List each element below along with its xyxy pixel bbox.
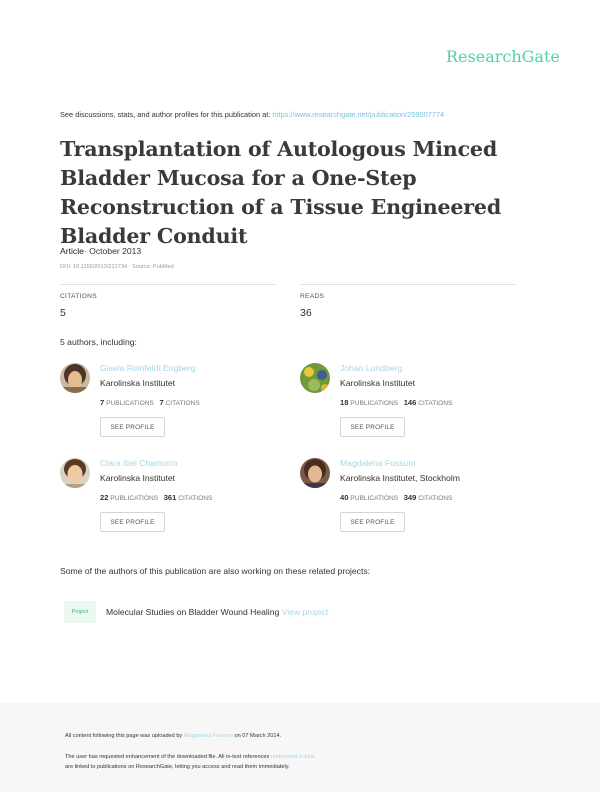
author-card [60,363,300,443]
doi-source: DOI: 10.1155/2013/212734 · Source: PubMed [60,264,174,270]
authors-heading: 5 authors, including: [60,337,137,347]
citations-count: 361 [163,493,177,502]
citations-label: CITATIONS [60,293,97,300]
publication-title: Transplantation of Autologous Minced Bladder Mucosa for a One-Step Reconstruction of a Tissue Engineered Bladder Conduit [60,137,502,248]
author-metrics [100,398,200,407]
article-date: · October 2013 [83,246,142,256]
citations-count: 146 [403,398,417,407]
project-item [106,607,328,617]
related-projects-heading: Some of the authors of this publication are also working on these related projects: [60,566,371,576]
researchgate-logo[interactable]: ResearchGate [446,47,560,66]
publications-label: PUBLICATIONS [350,495,399,502]
reads-value: 36 [300,307,312,319]
uploader-link[interactable]: Magdalena Fossum [183,733,233,739]
footer-notice-line-2: are linked to publications on ResearchGate, letting you access and read them immediately. [65,764,290,770]
project-name: Molecular Studies on Bladder Wound Healing [106,607,280,617]
publications-label: PUBLICATIONS [350,400,399,407]
author-name[interactable]: Magdalena Fossum [340,458,416,468]
author-metrics [100,493,212,502]
author-institution: Karolinska Institutet, Stockholm [340,473,460,483]
avatar[interactable] [300,363,330,393]
reads-label: READS [300,293,325,300]
author-card [300,363,540,443]
avatar[interactable] [60,363,90,393]
author-name[interactable]: Clara Ibel Chamorro [100,458,178,468]
author-metrics [340,493,452,502]
see-profile-button[interactable]: SEE PROFILE [100,417,165,437]
author-institution: Karolinska Institutet [100,378,175,388]
footer-upload-date: on 07 March 2014. [234,733,282,739]
author-institution: Karolinska Institutet [100,473,175,483]
citations-label: CITATIONS [178,495,213,502]
article-type: Article [60,246,84,256]
project-badge: Project [64,601,96,623]
see-profile-button[interactable]: SEE PROFILE [340,512,405,532]
publications-count: 22 [100,493,109,502]
footer-upload-line [65,733,281,739]
citations-count: 349 [403,493,417,502]
citations-stat [60,284,276,319]
author-name[interactable]: Johan Lundberg [340,363,403,373]
author-name[interactable]: Gisela Reinfeldt Engberg [100,363,196,373]
avatar[interactable] [60,458,90,488]
see-profile-button[interactable]: SEE PROFILE [100,512,165,532]
underlined-in-blue-link[interactable]: underlined in blue [270,754,316,760]
author-card [60,458,300,538]
view-project-link[interactable]: View project [281,607,329,617]
citations-count: 7 [159,398,164,407]
author-institution: Karolinska Institutet [340,378,415,388]
publications-count: 18 [340,398,349,407]
publications-count: 40 [340,493,349,502]
footer-notice-line [65,754,315,760]
publication-url-link[interactable]: https://www.researchgate.net/publication/259007774 [272,110,445,119]
see-profile-button[interactable]: SEE PROFILE [340,417,405,437]
author-card [300,458,540,538]
discussions-text: See discussions, stats, and author profiles for this publication at: [60,110,271,119]
footer-upload-text: All content following this page was uploaded by [65,733,183,739]
publications-label: PUBLICATIONS [110,495,159,502]
publications-count: 7 [100,398,105,407]
author-metrics [340,398,452,407]
article-type-line [60,246,141,256]
citations-label: CITATIONS [165,400,200,407]
publications-label: PUBLICATIONS [106,400,154,407]
footer-notice-text: The user has requested enhancement of the downloaded file. All in-text references [65,754,270,760]
discussions-line [60,110,444,119]
citations-value: 5 [60,307,66,319]
citations-label: CITATIONS [418,495,453,502]
reads-stat [300,284,516,319]
citations-label: CITATIONS [418,400,453,407]
footer [0,703,600,792]
avatar[interactable] [300,458,330,488]
